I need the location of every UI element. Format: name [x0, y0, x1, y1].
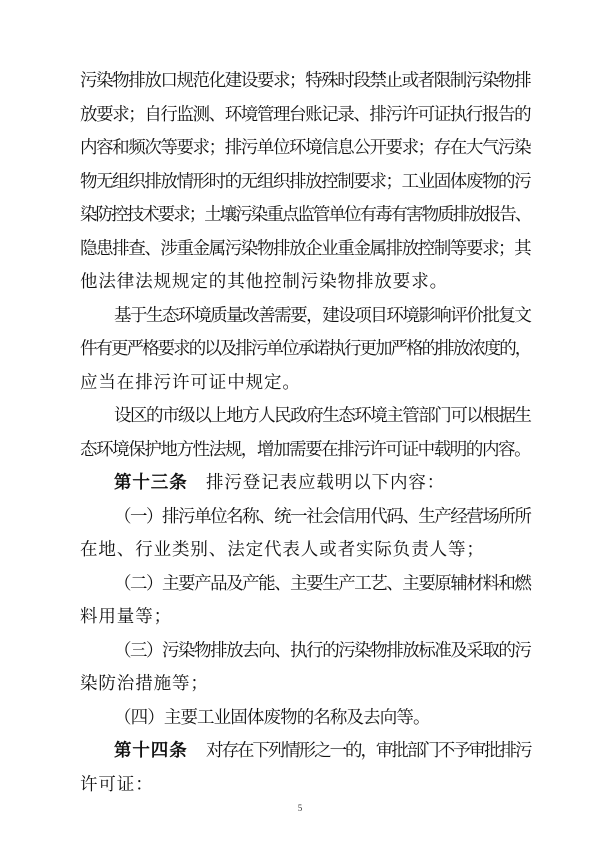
paragraph-line: 件有更严格要求的以及排污单位承诺执行更加严格的排放浓度的，	[80, 339, 531, 359]
list-item-line: 在地、行业类别、法定代表人或者实际负责人等；	[80, 540, 485, 560]
paragraph-line: 物无组织排放情形时的无组织排放控制要求；工业固体废物的污	[80, 171, 531, 192]
list-item-line: （四）主要工业固体废物的名称及去向等。	[114, 707, 430, 728]
article-heading-13: 第十三条	[114, 473, 188, 493]
list-item-line: 料用量等；	[80, 607, 172, 627]
paragraph-line: 许可证：	[80, 774, 154, 795]
list-item-line: 染防治措施等；	[80, 674, 209, 694]
paragraph-line: 设区的市级以上地方人民政府生态环境主管部门可以根据生	[114, 406, 531, 426]
paragraph-line: 放要求；自行监测、环境管理台账记录、排污许可证执行报告的	[80, 104, 531, 125]
paragraph-line: 基于生态环境质量改善需要，建设项目环境影响评价批复文	[114, 305, 531, 326]
list-item-line: （一）排污单位名称、统一社会信用代码、生产经营场所所	[114, 506, 531, 527]
paragraph-line: 排污登记表应载明以下内容：	[206, 473, 446, 493]
page-number: 5	[297, 803, 303, 813]
list-item-line: （三）污染物排放去向、执行的污染物排放标准及采取的污	[114, 640, 531, 661]
paragraph-line: 染防控技术要求；土壤污染重点监管单位有毒有害物质排放报告、	[80, 205, 531, 225]
list-item-line: （二）主要产品及产能、主要生产工艺、主要原辅材料和燃	[114, 573, 531, 594]
article-heading-14: 第十四条	[114, 741, 188, 761]
paragraph-line: 隐患排查、涉重金属污染物排放企业重金属排放控制等要求；其	[80, 238, 531, 259]
paragraph-line: 对存在下列情形之一的，审批部门不予审批排污	[206, 741, 531, 761]
paragraph-line: 态环境保护地方性法规，增加需要在排污许可证中载明的内容。	[80, 439, 531, 460]
paragraph-line: 他法律法规规定的其他控制污染物排放要求。	[80, 272, 448, 292]
paragraph-line: 应当在排污许可证中规定。	[80, 372, 301, 393]
paragraph-line: 污染物排放口规范化建设要求；特殊时段禁止或者限制污染物排	[80, 71, 531, 91]
paragraph-line: 内容和频次等要求；排污单位环境信息公开要求；存在大气污染	[80, 138, 531, 158]
